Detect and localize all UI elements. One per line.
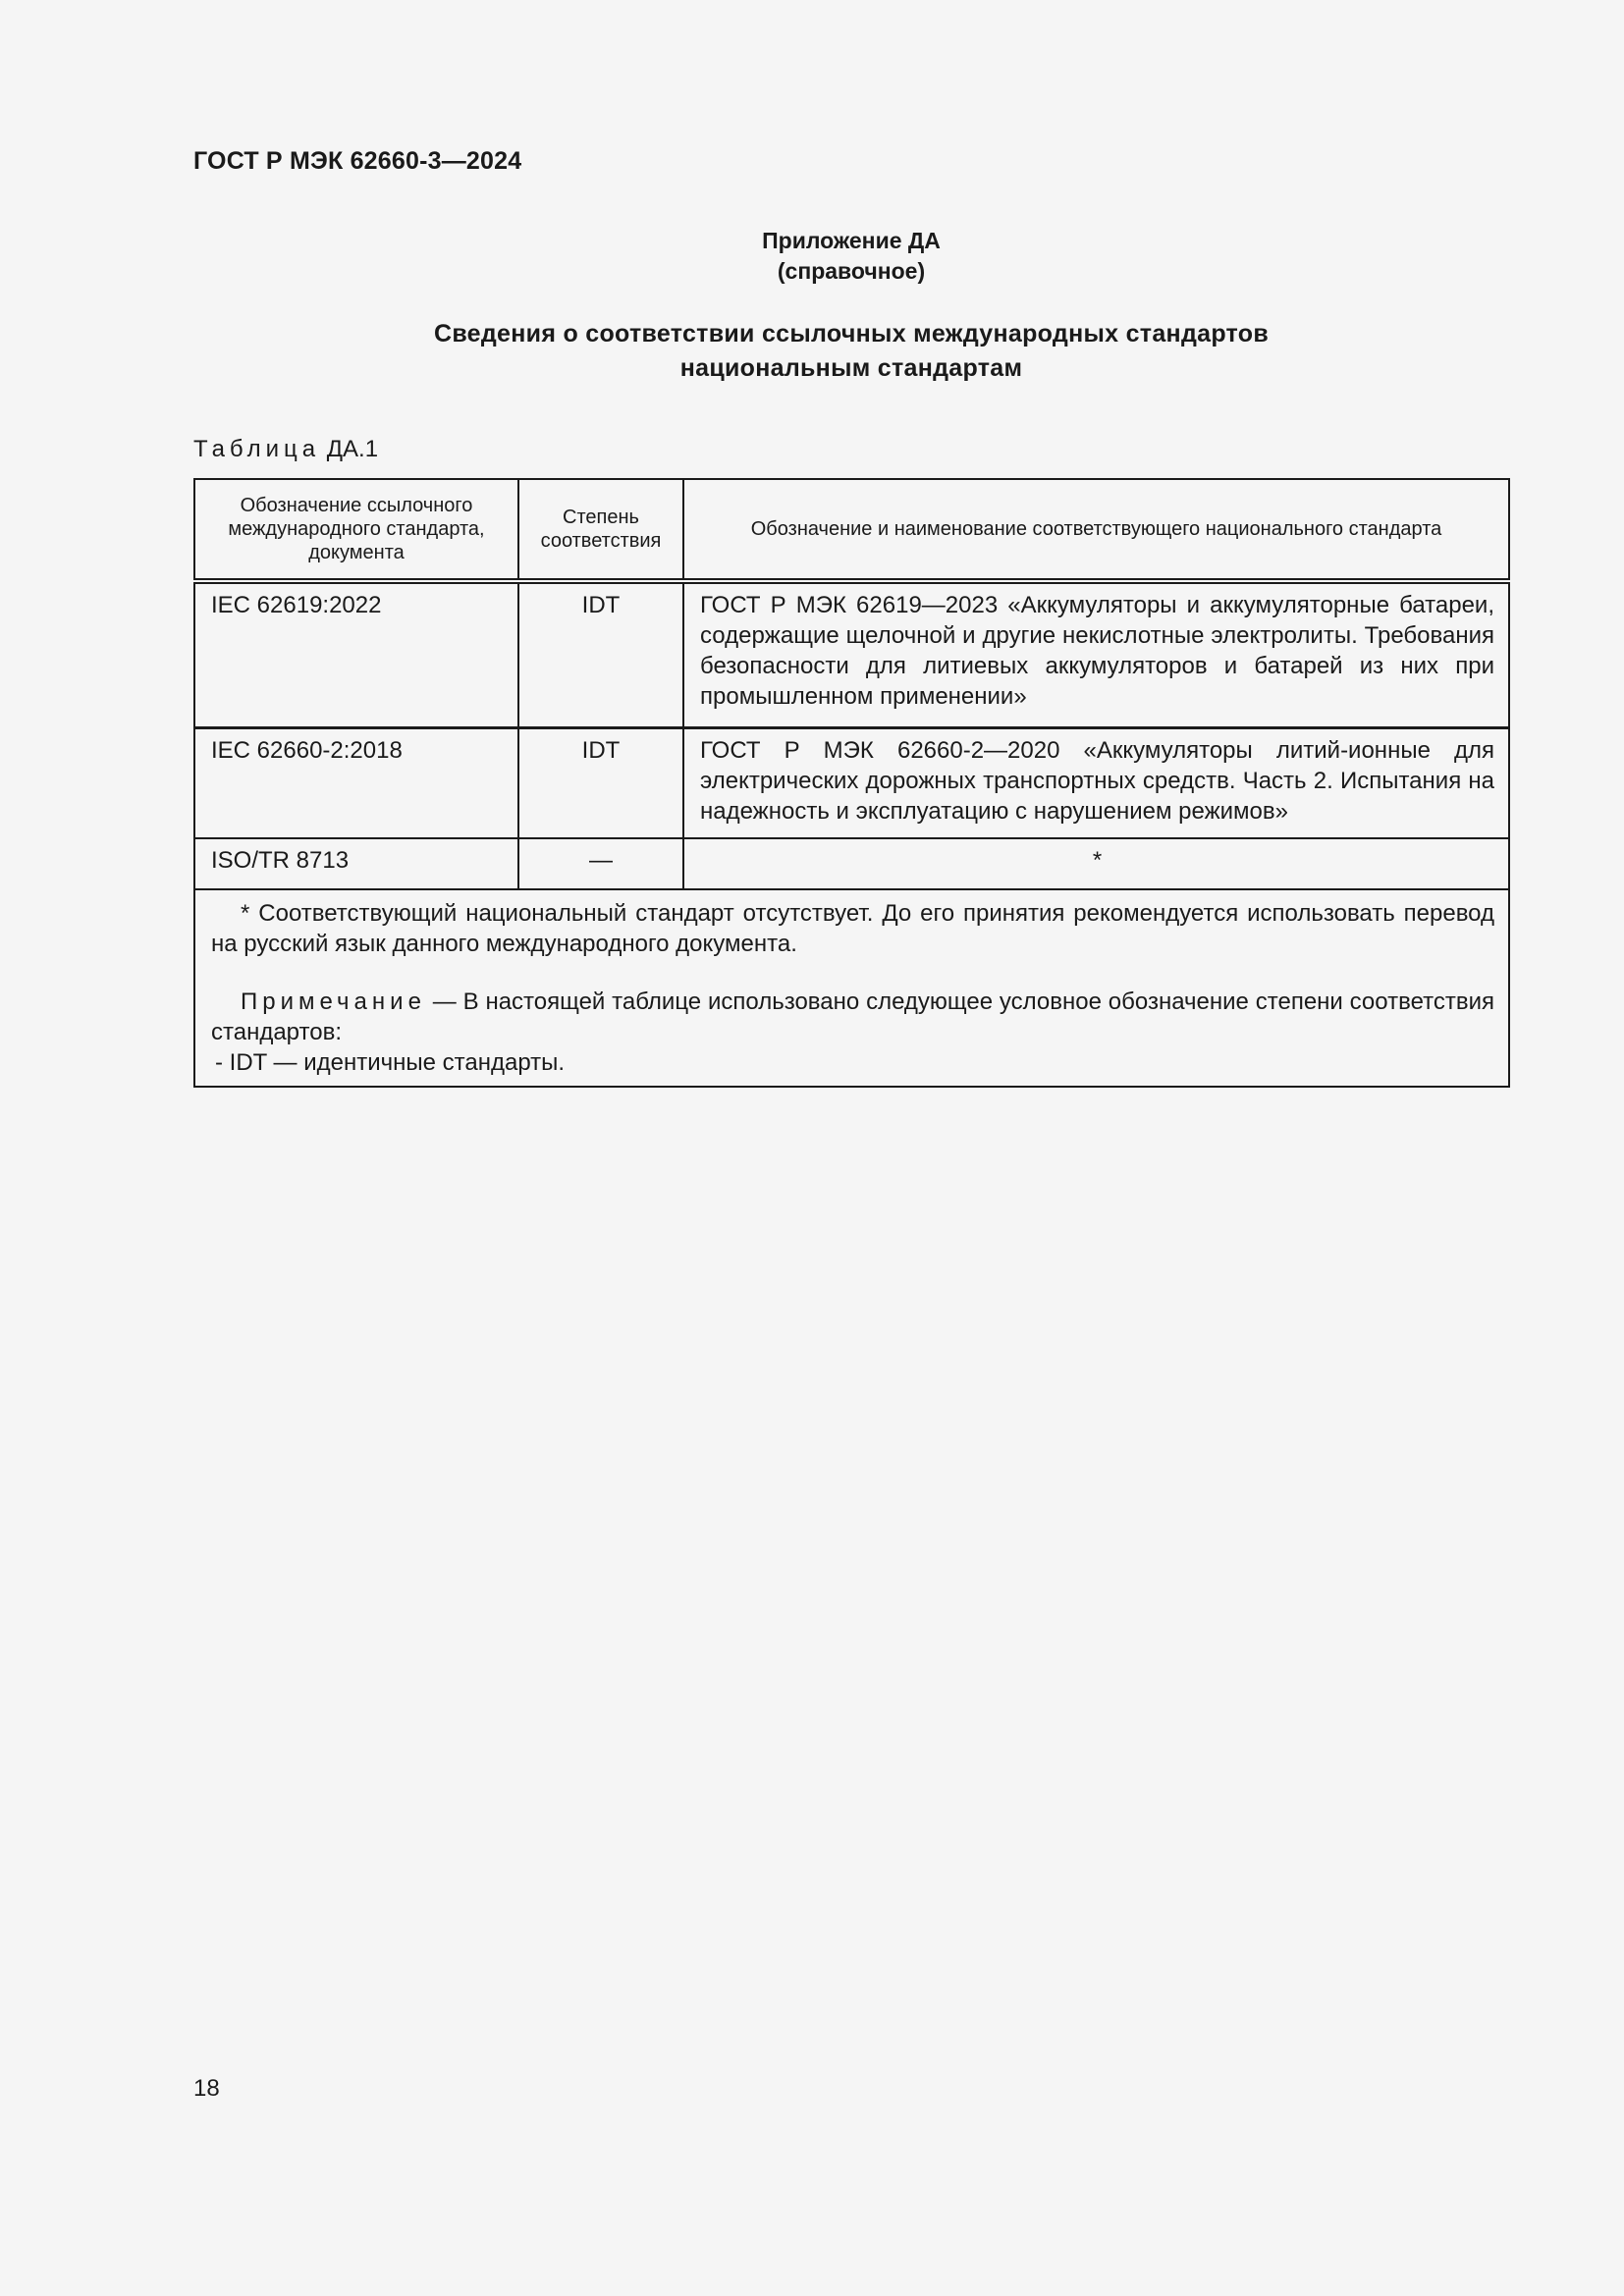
table-caption <box>193 436 378 463</box>
table-row <box>194 581 1509 728</box>
page-number: 18 <box>193 2075 220 2102</box>
table-caption-word: Таблица <box>193 436 321 462</box>
table-header-row <box>194 479 1509 581</box>
cell-national-standard: * <box>683 838 1509 889</box>
annex-title-line-1: Сведения о соответствии ссылочных международных стандартов <box>433 320 1270 347</box>
reference-standards-table <box>193 478 1510 1088</box>
note-block <box>211 987 1494 1078</box>
cell-reference: ISO/TR 8713 <box>194 838 518 889</box>
annex-type: (справочное) <box>777 258 926 284</box>
cell-degree: — <box>518 838 683 889</box>
note-text: — В настоящей таблице использовано следующее условное обозначение степени соответствия стандартов: <box>211 988 1494 1045</box>
note-label: Примечание <box>241 988 426 1015</box>
column-header-reference: Обозначение ссылочного международного стандарта, документа <box>194 479 518 581</box>
cell-degree: IDT <box>518 581 683 728</box>
annex-title <box>193 317 1509 386</box>
cell-national-standard: ГОСТ Р МЭК 62660-2—2020 «Аккумуляторы литий-ионные для электрических дорожных транспортных средств. Часть 2. Испытания на надежность и эксплуатацию с нарушением режимов» <box>683 728 1509 839</box>
document-designation: ГОСТ Р МЭК 62660-3—2024 <box>193 147 522 175</box>
annex-heading <box>193 226 1509 287</box>
note-list-item: - IDT — идентичные стандарты. <box>215 1049 566 1076</box>
cell-reference: IEC 62660-2:2018 <box>194 728 518 839</box>
table-row <box>194 838 1509 889</box>
annex-label: Приложение ДА <box>762 228 941 253</box>
table-footnote-row <box>194 889 1509 1087</box>
cell-national-standard: ГОСТ Р МЭК 62619—2023 «Аккумуляторы и аккумуляторные батареи, содержащие щелочной и другие некислотные электролиты. Требования безопасности для литиевых аккумуляторов и батарей из них при промышленном применении» <box>683 581 1509 728</box>
table-caption-number: ДА.1 <box>326 436 379 462</box>
table-footnote-cell <box>194 889 1509 1087</box>
column-header-degree: Степень соответствия <box>518 479 683 581</box>
table-row <box>194 728 1509 839</box>
cell-degree: IDT <box>518 728 683 839</box>
footnote-text: * Соответствующий национальный стандарт отсутствует. До его принятия рекомендуется использовать перевод на русский язык данного международного документа. <box>211 900 1494 957</box>
cell-reference: IEC 62619:2022 <box>194 581 518 728</box>
note-paragraph <box>211 987 1494 1047</box>
annex-title-line-2: национальным стандартам <box>679 354 1023 382</box>
column-header-national-standard: Обозначение и наименование соответствующего национального стандарта <box>683 479 1509 581</box>
